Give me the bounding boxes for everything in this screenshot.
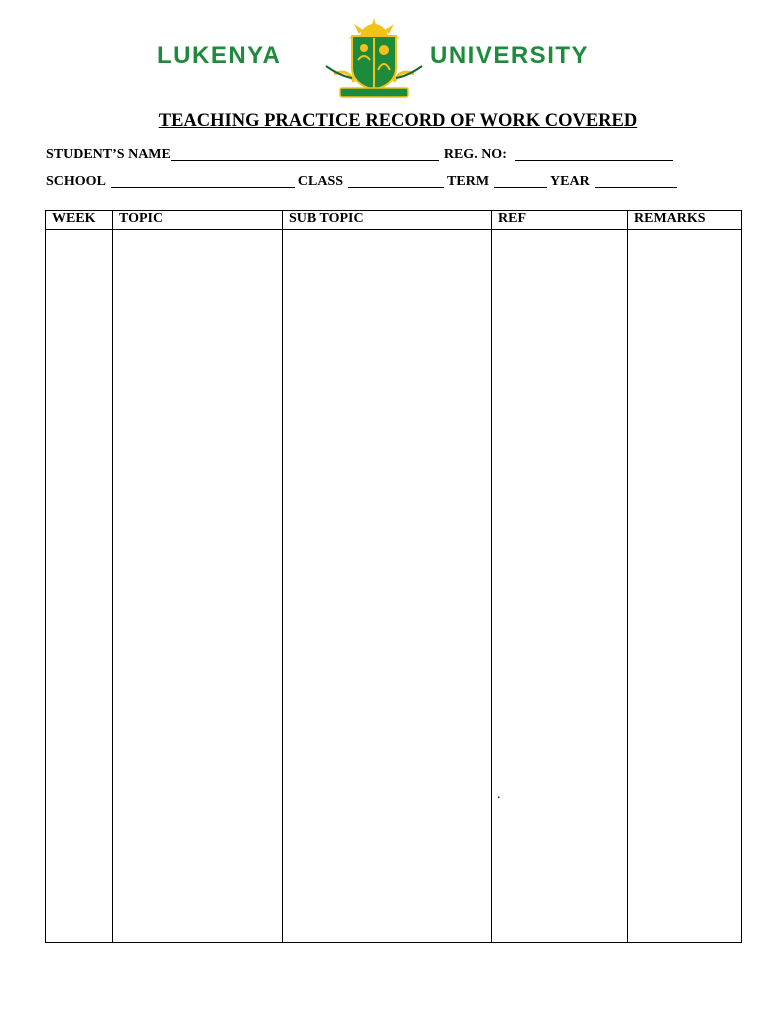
brand-name-right: UNIVERSITY <box>430 42 590 69</box>
student-name-label: STUDENT’S NAME <box>46 147 171 162</box>
class-label: CLASS <box>297 174 344 189</box>
school-label: SCHOOL <box>46 174 106 189</box>
year-label: YEAR <box>550 174 590 189</box>
letterhead <box>0 18 768 100</box>
class-field[interactable] <box>348 173 444 188</box>
brand-name-left: LUKENYA <box>157 42 282 69</box>
column-header-ref: REF <box>492 211 628 230</box>
table-row <box>46 230 742 943</box>
column-header-topic: TOPIC <box>113 211 283 230</box>
reg-no-field[interactable] <box>515 146 673 161</box>
term-field[interactable] <box>494 173 547 188</box>
topic-cell[interactable] <box>113 230 283 943</box>
week-cell[interactable] <box>46 230 113 943</box>
sub-topic-cell[interactable] <box>283 230 492 943</box>
column-header-week: WEEK <box>46 211 113 230</box>
table-header-row <box>46 211 742 230</box>
column-header-sub-topic: SUB TOPIC <box>283 211 492 230</box>
student-name-field[interactable] <box>171 146 439 161</box>
stray-mark: . <box>497 787 501 802</box>
reg-no-label: REG. NO: <box>443 147 507 162</box>
remarks-cell[interactable] <box>628 230 742 943</box>
column-header-remarks: REMARKS <box>628 211 742 230</box>
school-details-row <box>46 173 680 190</box>
term-label: TERM <box>447 174 490 189</box>
school-field[interactable] <box>111 173 295 188</box>
student-details-row <box>46 146 676 163</box>
ref-cell[interactable] <box>492 230 628 943</box>
page-title: TEACHING PRACTICE RECORD OF WORK COVERED <box>158 111 638 131</box>
record-of-work-table <box>45 210 742 943</box>
year-field[interactable] <box>595 173 677 188</box>
university-crest-logo <box>318 18 430 100</box>
